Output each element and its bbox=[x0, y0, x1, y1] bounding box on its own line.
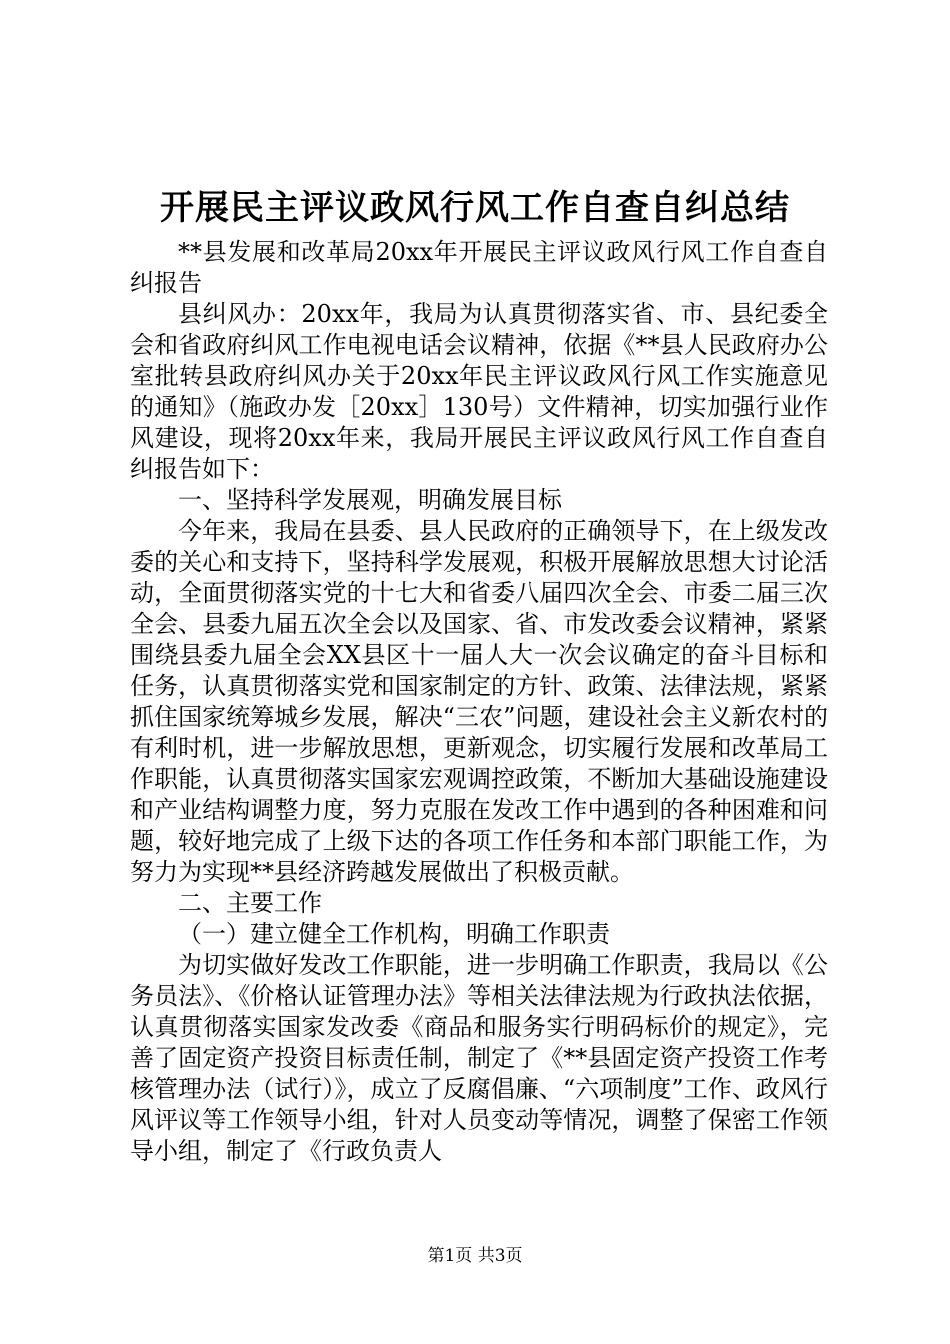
intro-paragraph: 县纠风办：20xx年，我局为认真贯彻落实省、市、县纪委全会和省政府纠风工作电视电话会议精神，依据《**县人民政府办公室批转县政府纠风办关于20xx年民主评议政风行风工作实施意见的通知》（施政办发［20xx］130号）文件精神，切实加强行业作风建设，现将20xx年来，我局开展民主评议政风行风工作自查自纠报告如下： bbox=[130, 300, 828, 483]
report-subtitle-paragraph: **县发展和改革局20xx年开展民主评议政风行风工作自查自纠报告 bbox=[130, 238, 828, 297]
page-number-footer: 第1页 共3页 bbox=[427, 1246, 523, 1266]
section-1-paragraph: 今年来，我局在县委、县人民政府的正确领导下，在上级发改委的关心和支持下，坚持科学发展观，积极开展解放思想大讨论活动，全面贯彻落实党的十七大和省委八届四次全会、市委二届三次全会、县委九届五次全会以及国家、省、市发改委会议精神，紧紧围绕县委九届全会XX县区十一届人大一次会议确定的奋斗目标和任务，认真贯彻落实党和国家制定的方针、政策、法律法规，紧紧抓住国家统筹城乡发展，解决“三农”问题，建设社会主义新农村的有利时机，进一步解放思想，更新观念，切实履行发展和改革局工作职能，认真贯彻落实国家宏观调控政策，不断加大基础设施建设和产业结构调整力度，努力克服在发改工作中遇到的各种困难和问题，较好地完成了上级下达的各项工作任务和本部门职能工作，为努力为实现**县经济跨越发展做出了积极贡献。 bbox=[130, 517, 828, 886]
subsection-heading-1: （一）建立健全工作机构，明确工作职责 bbox=[178, 920, 610, 948]
section-heading-2: 二、主要工作 bbox=[178, 889, 322, 917]
document-title: 开展民主评议政风行风工作自查自纠总结 bbox=[160, 188, 790, 228]
subsection-1-paragraph: 为切实做好发改工作职能，进一步明确工作职责，我局以《公务员法》、《价格认证管理办法》等相关法律法规为行政执法依据，认真贯彻落实国家发改委《商品和服务实行明码标价的规定》，完善了固定资产投资目标责任制，制定了《**县固定资产投资工作考核管理办法（试行）》，成立了反腐倡廉、“六项制度”工作、政风行风评议等工作领导小组，针对人员变动等情况，调整了保密工作领导小组，制定了《行政负责人 bbox=[130, 951, 828, 1165]
document-body bbox=[130, 237, 828, 1167]
section-heading-1: 一、坚持科学发展观，明确发展目标 bbox=[178, 486, 562, 514]
